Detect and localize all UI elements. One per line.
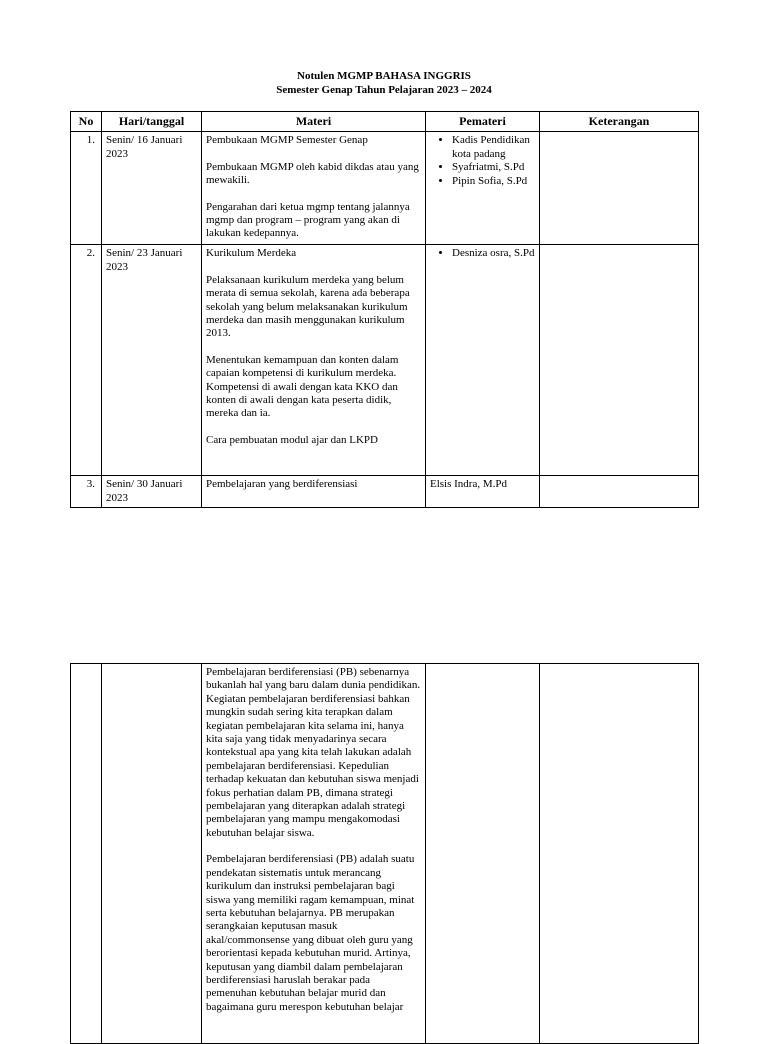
header-no: No	[71, 112, 102, 132]
row-pemateri	[426, 245, 540, 476]
minutes-table	[70, 111, 699, 508]
table-row	[71, 132, 699, 245]
document-subtitle: Semester Genap Tahun Pelajaran 2023 – 2024	[276, 84, 492, 96]
table-row	[71, 664, 699, 1044]
document-title: Notulen MGMP BAHASA INGGRIS	[297, 70, 471, 82]
row-no: 2.	[71, 245, 102, 476]
row-no: 1.	[71, 132, 102, 245]
materi-paragraph: Pembukaan MGMP oleh kabid dikdas atau yang mewakili.	[206, 160, 419, 187]
row-pemateri: Elsis Indra, M.Pd	[426, 476, 540, 508]
pemateri-item: • Desniza osra, S.Pd	[452, 247, 535, 260]
row-date: Senin/ 16 Januari 2023	[102, 132, 202, 245]
row-keterangan	[540, 476, 699, 508]
materi-paragraph: Pembukaan MGMP Semester Genap	[206, 134, 368, 147]
row-no	[71, 664, 102, 1044]
row-keterangan	[540, 132, 699, 245]
header-hari-tanggal: Hari/tanggal	[102, 112, 202, 132]
materi-paragraph: Cara pembuatan modul ajar dan LKPD	[206, 433, 378, 446]
materi-paragraph: Pembelajaran berdiferensiasi (PB) adalah suatu pendekatan sistematis untuk merancang kurikulum dan instruksi pembelajaran bagi siswa yang memiliki ragam kemampuan, minat serta kebutuhan belajarnya. PB merupakan serangkaian keputusan masuk akal/commonsense yang dibuat oleh guru yang berorientasi kepada kebutuhan murid. Artinya, keputusan yang diambil dalam pembelajaran berdiferensiasi haruslah berakar pada pemenuhan kebutuhan belajar murid dan bagaimana guru merespon kebutuhan belajar	[206, 853, 415, 1013]
header-materi: Materi	[202, 112, 426, 132]
pemateri-list	[430, 247, 535, 260]
materi-paragraph: Pembelajaran berdiferensiasi (PB) sebenarnya bukanlah hal yang baru dalam dunia pendidikan. Kegiatan pembelajaran berdiferensiasi bahkan mungkin sudah sering kita terapkan dalam kegiatan pembelajaran kita selama ini, hanya kita saja yang tidak menyadarinya secara kontekstual apa yang kita telah lakukan adalah pembelajaran berdiferensiasi. Kepedulian terhadap kekuatan dan kebutuhan siswa menjadi fokus perhatian dalam PB, dimana strategi pembelajaran yang diterapkan adalah strategi pembelajaran yang mampu mengakomodasi kebutuhan belajar siswa.	[206, 666, 421, 839]
row-date	[102, 664, 202, 1044]
materi-paragraph: Pembelajaran yang berdiferensiasi	[206, 478, 358, 491]
materi-paragraph: Menentukan kemampuan dan konten dalam capaian kompetensi di kurikulum merdeka. Kompetensi di awali dengan kata KKO dan konten di awali dengan kata peserta didik, mereka dan ia.	[206, 353, 399, 420]
pemateri-list	[430, 134, 535, 188]
row-materi	[202, 664, 426, 1044]
row-keterangan	[540, 245, 699, 476]
pemateri-item: • Kadis Pendidikan kota padang	[452, 134, 535, 161]
table-row	[71, 245, 699, 476]
row-no: 3.	[71, 476, 102, 508]
row-date: Senin/ 23 Januari 2023	[102, 245, 202, 476]
table-header-row	[71, 112, 699, 132]
materi-paragraph: Pengarahan dari ketua mgmp tentang jalannya mgmp dan program – program yang akan di lakukan kedepannya.	[206, 200, 410, 240]
table-row	[71, 476, 699, 508]
row-pemateri	[426, 664, 540, 1044]
row-date: Senin/ 30 Januari 2023	[102, 476, 202, 508]
minutes-table-continued	[70, 663, 699, 1044]
row-materi	[202, 132, 426, 245]
materi-paragraph: Pelaksanaan kurikulum merdeka yang belum merata di semua sekolah, karena ada beberapa sekolah yang belum melaksanakan kurikulum merdeka dan masih menggunakan kurikulum 2013.	[206, 273, 410, 340]
header-pemateri: Pemateri	[426, 112, 540, 132]
row-keterangan	[540, 664, 699, 1044]
row-materi	[202, 476, 426, 508]
row-pemateri	[426, 132, 540, 245]
row-materi	[202, 245, 426, 476]
pemateri-item: • Syafriatmi, S.Pd	[452, 161, 535, 174]
header-keterangan: Keterangan	[540, 112, 699, 132]
materi-paragraph: Kurikulum Merdeka	[206, 247, 297, 260]
pemateri-item: • Pipin Sofia, S.Pd	[452, 175, 535, 188]
